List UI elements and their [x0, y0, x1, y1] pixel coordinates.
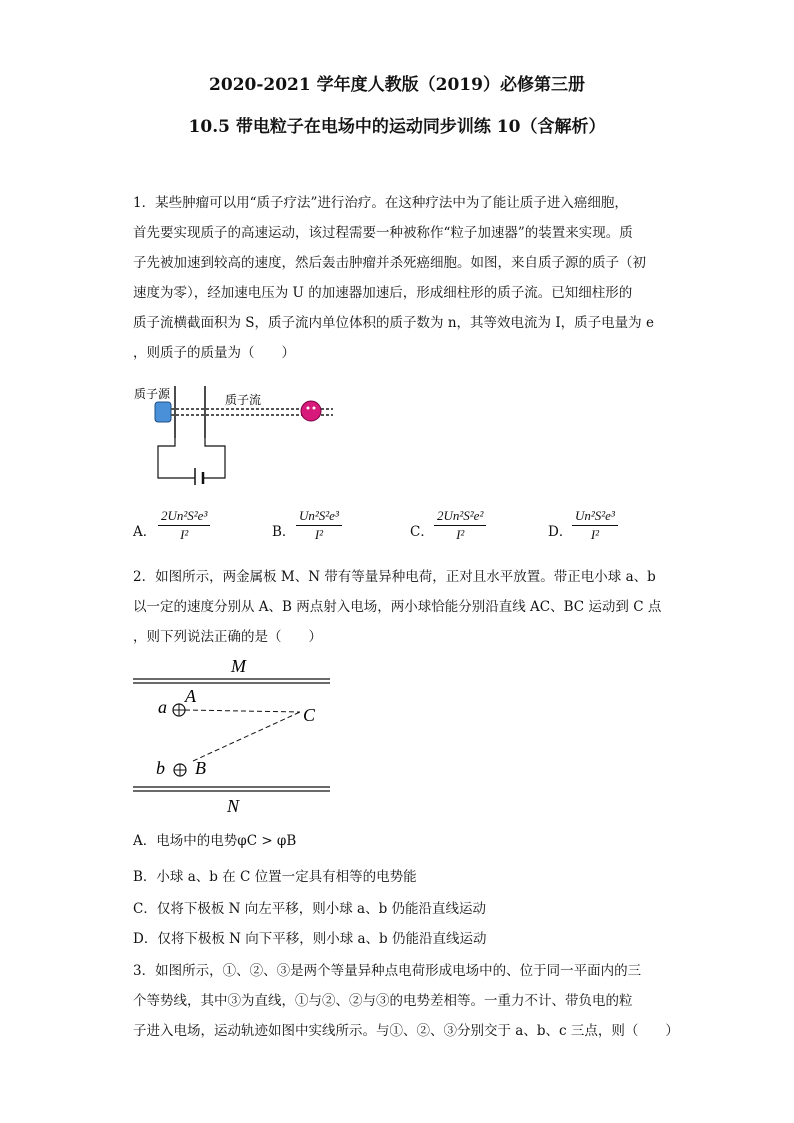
tumor-icon	[301, 401, 321, 421]
plate-m-label: M	[231, 656, 246, 676]
q1-option-d-label: D．	[548, 524, 573, 540]
q2-option-d: D．仅将下极板 N 向下平移，则小球 a、b 仍能沿直线运动	[133, 931, 487, 947]
q3-line: 个等势线，其中③为直线，①与②、②与③的电势差相等。一重力不计、带负电的粒	[133, 993, 633, 1009]
q1-line: 子先被加速到较高的速度，然后轰击肿瘤并杀死癌细胞。如图，来自质子源的质子（初	[133, 255, 646, 271]
q3-line: 子进入电场，运动轨迹如图中实线所示。与①、②、③分别交于 a、b、c 三点，则（ ）	[133, 1023, 679, 1039]
q1-option-c-label: C．	[410, 524, 434, 540]
proton-source-label: 质子源	[134, 387, 171, 401]
circuit-wire	[158, 438, 195, 478]
q1-line: 质子流横截面积为 S，质子流内单位体积的质子数为 n，其等效电流为 I，质子电量为 e	[133, 315, 654, 331]
q1-line: ，则质子的质量为（ ）	[133, 345, 295, 361]
page-title: 2020-2021 学年度人教版（2019）必修第三册	[209, 75, 585, 95]
q1-option-a-formula: $\frac{\text{2Un²S²e³}}{\text{I²}}$	[158, 508, 210, 543]
q2-option-c: C．仅将下极板 N 向左平移，则小球 a、b 仍能沿直线运动	[133, 901, 486, 917]
q1-option-a-label: A．	[133, 524, 157, 540]
line-bc	[193, 712, 300, 761]
q2-line: ，则下列说法正确的是（ ）	[133, 629, 322, 645]
q1-option-b-formula: $\frac{\text{Un²S²e³}}{\text{I²}}$	[296, 508, 342, 543]
plate-n-label: N	[227, 796, 240, 815]
proton-accelerator-figure	[133, 380, 343, 485]
parallel-plates-figure	[133, 655, 343, 815]
line-ac	[185, 710, 300, 712]
q1-line: 首先要实现质子的高速运动，该过程需要一种被称作“粒子加速器”的装置来实现。质	[133, 225, 633, 241]
point-b-label: B	[195, 758, 206, 778]
q1-line: 速度为零），经加速电压为 U 的加速器加速后，形成细柱形的质子流。已知细柱形的	[133, 285, 633, 301]
q1-option-b-label: B．	[272, 524, 296, 540]
q2-option-a: A．电场中的电势φC > φB	[133, 833, 297, 849]
q1-option-d-formula: $\frac{\text{Un²S²e³}}{\text{I²}}$	[572, 508, 618, 543]
q1-option-c-formula: $\frac{\text{2Un²S²e²}}{\text{I²}}$	[434, 508, 486, 543]
q3-line: 3．如图所示，①、②、③是两个等量异种点电荷形成电场中的、位于同一平面内的三	[133, 963, 642, 979]
ball-b-label: b	[156, 758, 165, 778]
q2-option-b: B．小球 a、b 在 C 位置一定具有相等的电势能	[133, 869, 417, 885]
q2-line: 2．如图所示，两金属板 M、N 带有等量异种电荷，正对且水平放置。带正电小球 a、b	[133, 569, 656, 585]
page-subtitle: 10.5 带电粒子在电场中的运动同步训练 10（含解析）	[188, 117, 606, 137]
q2-line: 以一定的速度分别从 A、B 两点射入电场，两小球恰能分别沿直线 AC、BC 运动到 C 点	[133, 599, 662, 615]
proton-stream-label: 质子流	[225, 393, 262, 407]
ball-a-label: a	[158, 697, 167, 717]
point-c-label: C	[303, 705, 316, 725]
q1-line: 1．某些肿瘤可以用“质子疗法”进行治疗。在这种疗法中为了能让质子进入癌细胞，	[133, 195, 628, 211]
proton-source-icon	[155, 402, 171, 422]
point-a-label: A	[185, 686, 196, 706]
